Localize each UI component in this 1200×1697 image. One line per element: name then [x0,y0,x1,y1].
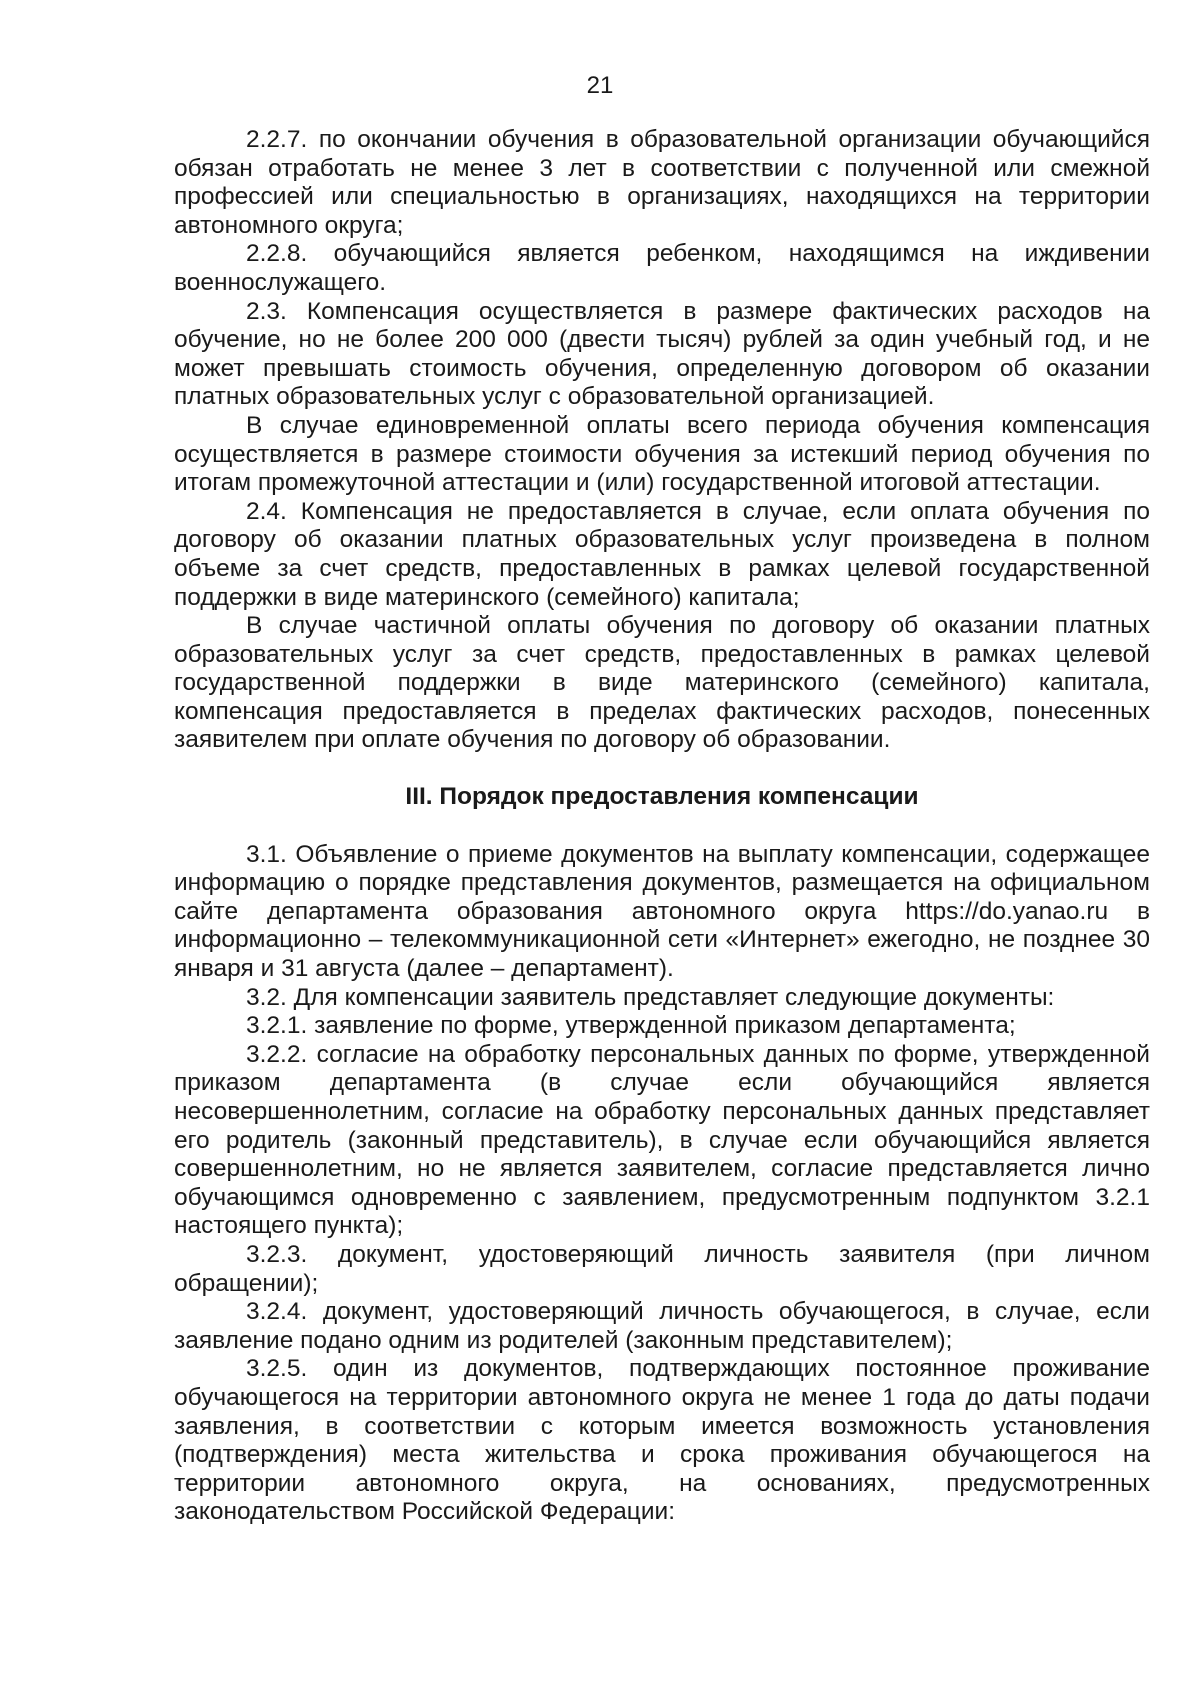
paragraph-3-2-3: 3.2.3. документ, удостоверяющий личность заявителя (при личном обращении); [174,1240,1150,1297]
paragraph-2-2-7: 2.2.7. по окончании обучения в образовательной организации обучающийся обязан отработать не менее 3 лет в соответствии с полученной или смежной профессией или специальностью в организациях, находящихся на территории автономного округа; [174,126,1150,239]
paragraph-partial-payment: В случае частичной оплаты обучения по договору об оказании платных образовательных услуг за счет средств, предоставленных в рамках целевой государственной поддержки в виде материнского (семейного) капитала, компенсация предоставляется в пределах фактических расходов, понесенных заявителем при оплате обучения по договору об образовании. [174,612,1150,754]
page-number: 21 [586,72,614,99]
section-heading: III. Порядок предоставления компенсации [405,783,919,811]
paragraph-3-1: 3.1. Объявление о приеме документов на выплату компенсации, содержащее информацию о порядке представления документов, размещается на официальном сайте департамента образования автономного округа https://do.yanao.ru в информационно – телекоммуникационной сети «Интернет» ежегодно, не позднее 30 января и 31 августа (далее – департамент). [174,840,1150,983]
paragraph-3-2-1: 3.2.1. заявление по форме, утвержденной приказом департамента; [246,1012,1016,1040]
paragraph-3-2-5: 3.2.5. один из документов, подтверждающих постоянное проживание обучающегося на территории автономного округа не менее 1 года до даты подачи заявления, в соответствии с которым имеется возможность установления (подтверждения) места жительства и срока проживания обучающегося на территории автономного округа, на основаниях, предусмотренных законодательством Российской Федерации: [174,1355,1150,1526]
paragraph-2-3: 2.3. Компенсация осуществляется в размере фактических расходов на обучение, но не более 200 000 (двести тысяч) рублей за один учебный год, и не может превышать стоимость обучения, определенную договором об оказании платных образовательных услуг с образовательной организацией. [174,297,1150,411]
paragraph-2-2-8: 2.2.8. обучающийся является ребенком, находящимся на иждивении военнослужащего. [174,240,1150,296]
paragraph-3-2-2: 3.2.2. согласие на обработку персональных данных по форме, утвержденной приказом департамента (в случае если обучающийся является несовершеннолетним, согласие на обработку персональных данных представляет его родитель (законный представитель), в случае если обучающийся является совершеннолетним, но не является заявителем, согласие представляется лично обучающимся одновременно с заявлением, предусмотренным подпунктом 3.2.1 настоящего пункта); [174,1040,1150,1240]
paragraph-3-2-4: 3.2.4. документ, удостоверяющий личность обучающегося, в случае, если заявление подано одним из родителей (законным представителем); [174,1298,1150,1354]
paragraph-2-4: 2.4. Компенсация не предоставляется в случае, если оплата обучения по договору об оказании платных образовательных услуг произведена в полном объеме за счет средств, предоставленных в рамках целевой государственной поддержки в виде материнского (семейного) капитала; [174,497,1150,611]
paragraph-lump-sum-payment: В случае единовременной оплаты всего периода обучения компенсация осуществляется в размере стоимости обучения за истекший период обучения по итогам промежуточной аттестации и (или) государственной итоговой аттестации. [174,411,1150,497]
document-body [174,126,1150,1527]
paragraph-3-2: 3.2. Для компенсации заявитель представляет следующие документы: [246,983,1055,1011]
